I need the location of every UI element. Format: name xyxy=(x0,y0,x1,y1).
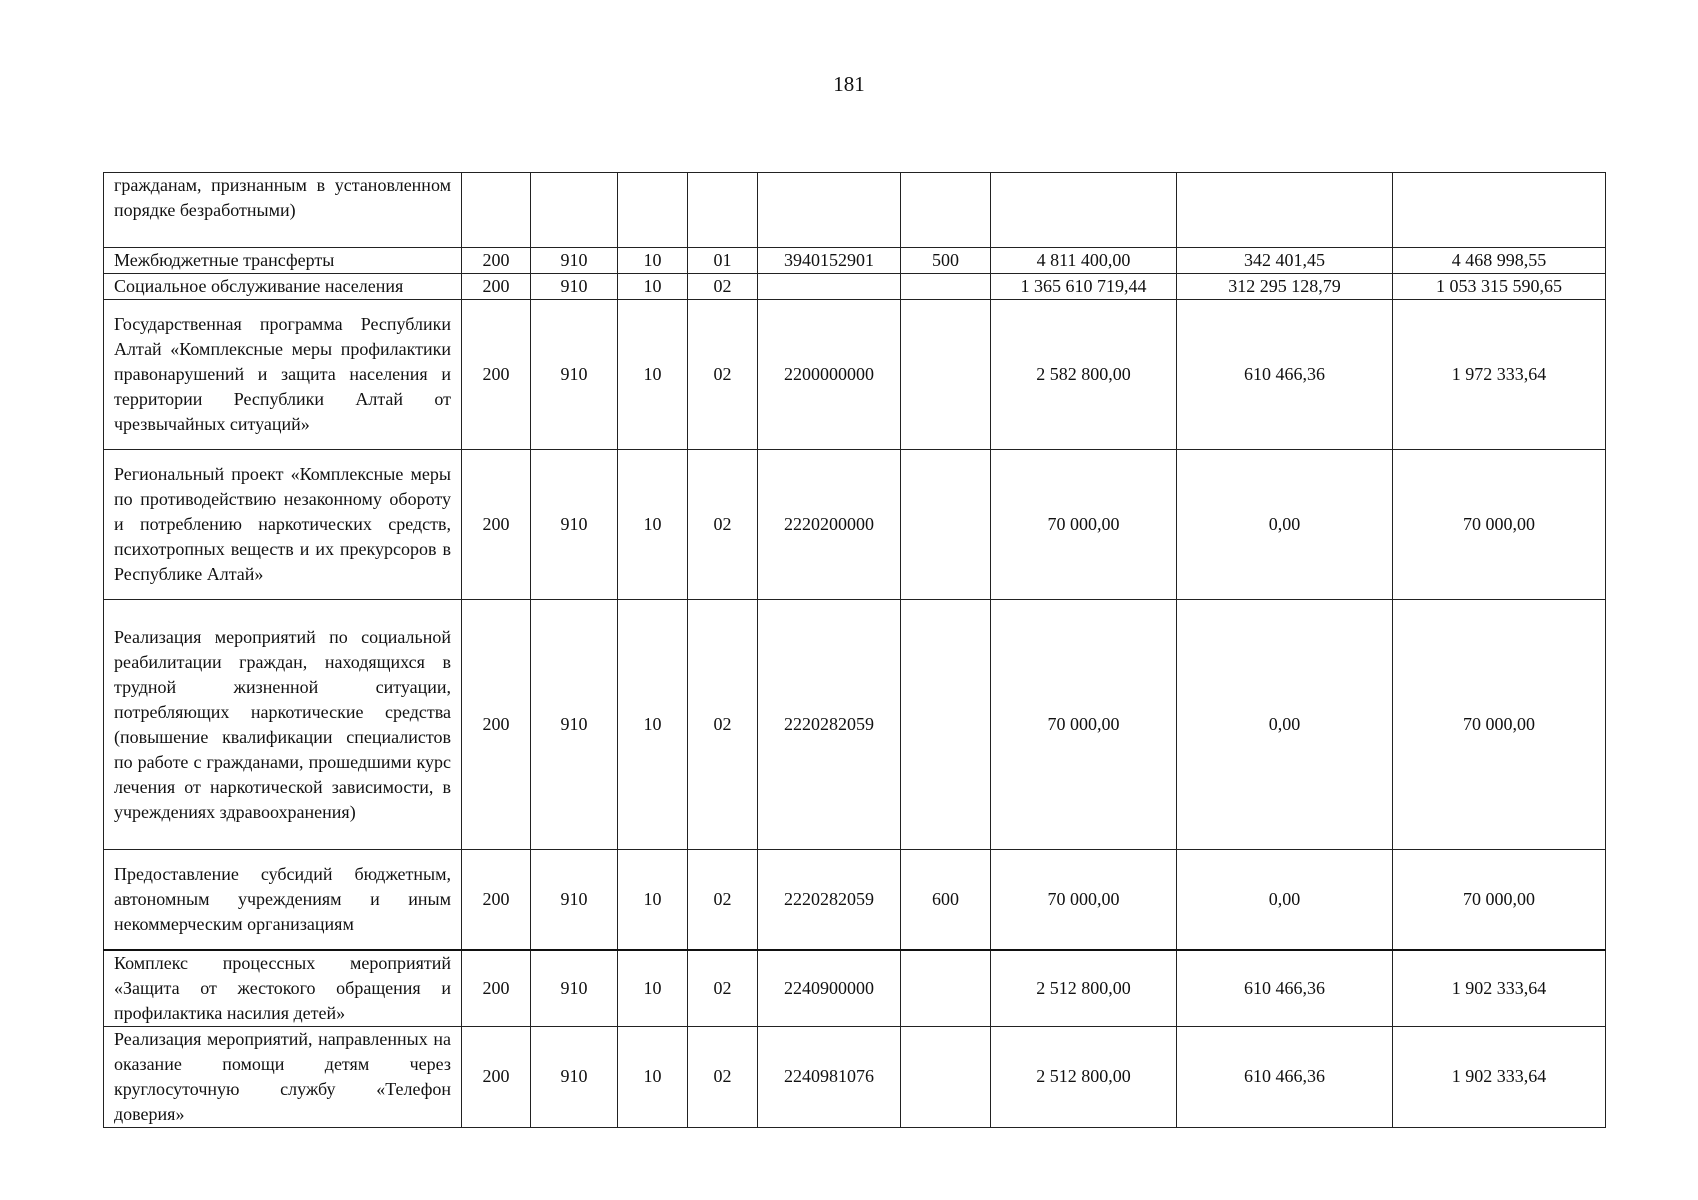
table-row xyxy=(104,248,1606,274)
cell-executed: 0,00 xyxy=(1177,850,1393,950)
cell-section: 10 xyxy=(618,950,688,1027)
cell-admin: 200 xyxy=(462,1026,531,1127)
cell-ministry: 910 xyxy=(531,950,618,1027)
row-description: гражданам, признанным в установленном порядке безработными) xyxy=(104,173,462,248)
cell-subsection: 01 xyxy=(688,248,758,274)
table-row xyxy=(104,450,1606,600)
cell-executed: 312 295 128,79 xyxy=(1177,274,1393,300)
cell-target: 2200000000 xyxy=(758,300,901,450)
row-description: Государственная программа Республики Алтай «Комплексные меры профилактики правонарушений и защита населения и территории Республики Алтай от чрезвычайных ситуаций» xyxy=(104,300,462,450)
cell-target: 2220282059 xyxy=(758,850,901,950)
cell-plan: 70 000,00 xyxy=(991,450,1177,600)
row-description: Межбюджетные трансферты xyxy=(104,248,462,274)
table-row xyxy=(104,600,1606,850)
cell-section: 10 xyxy=(618,450,688,600)
cell-expense-type xyxy=(901,450,991,600)
cell-ministry: 910 xyxy=(531,1026,618,1127)
cell-subsection: 02 xyxy=(688,300,758,450)
cell-plan: 2 512 800,00 xyxy=(991,950,1177,1027)
cell-executed: 610 466,36 xyxy=(1177,950,1393,1027)
row-description: Комплекс процессных мероприятий «Защита от жестокого обращения и профилактика насилия детей» xyxy=(104,950,462,1027)
row-description: Региональный проект «Комплексные меры по противодействию незаконному обороту и потреблению наркотических средств, психотропных веществ и их прекурсоров в Республике Алтай» xyxy=(104,450,462,600)
cell-subsection: 02 xyxy=(688,850,758,950)
cell-subsection: 02 xyxy=(688,950,758,1027)
cell-plan xyxy=(991,173,1177,248)
cell-executed: 610 466,36 xyxy=(1177,1026,1393,1127)
cell-admin: 200 xyxy=(462,274,531,300)
budget-table xyxy=(103,172,1606,1128)
table-row xyxy=(104,173,1606,248)
cell-plan: 2 512 800,00 xyxy=(991,1026,1177,1127)
cell-subsection xyxy=(688,173,758,248)
cell-expense-type xyxy=(901,274,991,300)
table-row xyxy=(104,1026,1606,1127)
cell-expense-type xyxy=(901,950,991,1027)
cell-plan: 2 582 800,00 xyxy=(991,300,1177,450)
cell-remaining: 1 902 333,64 xyxy=(1393,950,1606,1027)
cell-subsection: 02 xyxy=(688,450,758,600)
cell-expense-type: 600 xyxy=(901,850,991,950)
cell-section: 10 xyxy=(618,850,688,950)
cell-target: 2220282059 xyxy=(758,600,901,850)
cell-remaining: 1 902 333,64 xyxy=(1393,1026,1606,1127)
cell-ministry: 910 xyxy=(531,450,618,600)
cell-section: 10 xyxy=(618,274,688,300)
cell-remaining: 1 053 315 590,65 xyxy=(1393,274,1606,300)
cell-executed xyxy=(1177,173,1393,248)
cell-executed: 610 466,36 xyxy=(1177,300,1393,450)
cell-executed: 342 401,45 xyxy=(1177,248,1393,274)
table-row xyxy=(104,950,1606,1027)
cell-ministry: 910 xyxy=(531,600,618,850)
cell-subsection: 02 xyxy=(688,274,758,300)
cell-ministry: 910 xyxy=(531,248,618,274)
cell-target: 3940152901 xyxy=(758,248,901,274)
cell-admin: 200 xyxy=(462,248,531,274)
cell-admin: 200 xyxy=(462,450,531,600)
cell-ministry: 910 xyxy=(531,274,618,300)
cell-plan: 1 365 610 719,44 xyxy=(991,274,1177,300)
cell-subsection: 02 xyxy=(688,1026,758,1127)
cell-target: 2240900000 xyxy=(758,950,901,1027)
cell-admin: 200 xyxy=(462,300,531,450)
row-description: Реализация мероприятий, направленных на оказание помощи детям через круглосуточную службу «Телефон доверия» xyxy=(104,1026,462,1127)
cell-admin: 200 xyxy=(462,600,531,850)
cell-plan: 4 811 400,00 xyxy=(991,248,1177,274)
cell-plan: 70 000,00 xyxy=(991,600,1177,850)
cell-target xyxy=(758,274,901,300)
table-row xyxy=(104,300,1606,450)
row-description: Предоставление субсидий бюджетным, автономным учреждениям и иным некоммерческим организациям xyxy=(104,850,462,950)
cell-target xyxy=(758,173,901,248)
cell-admin: 200 xyxy=(462,850,531,950)
cell-remaining: 70 000,00 xyxy=(1393,450,1606,600)
cell-executed: 0,00 xyxy=(1177,450,1393,600)
cell-ministry: 910 xyxy=(531,300,618,450)
cell-subsection: 02 xyxy=(688,600,758,850)
cell-remaining xyxy=(1393,173,1606,248)
cell-section: 10 xyxy=(618,248,688,274)
cell-target: 2240981076 xyxy=(758,1026,901,1127)
table-row xyxy=(104,850,1606,950)
cell-expense-type xyxy=(901,1026,991,1127)
cell-section: 10 xyxy=(618,1026,688,1127)
row-description: Социальное обслуживание населения xyxy=(104,274,462,300)
cell-admin: 200 xyxy=(462,950,531,1027)
cell-ministry xyxy=(531,173,618,248)
cell-section xyxy=(618,173,688,248)
cell-expense-type: 500 xyxy=(901,248,991,274)
cell-expense-type xyxy=(901,300,991,450)
cell-target: 2220200000 xyxy=(758,450,901,600)
cell-executed: 0,00 xyxy=(1177,600,1393,850)
cell-plan: 70 000,00 xyxy=(991,850,1177,950)
cell-remaining: 70 000,00 xyxy=(1393,850,1606,950)
cell-remaining: 70 000,00 xyxy=(1393,600,1606,850)
cell-remaining: 4 468 998,55 xyxy=(1393,248,1606,274)
page-number: 181 xyxy=(833,72,865,96)
cell-expense-type xyxy=(901,173,991,248)
cell-section: 10 xyxy=(618,600,688,850)
cell-section: 10 xyxy=(618,300,688,450)
cell-ministry: 910 xyxy=(531,850,618,950)
cell-remaining: 1 972 333,64 xyxy=(1393,300,1606,450)
cell-expense-type xyxy=(901,600,991,850)
cell-admin xyxy=(462,173,531,248)
row-description: Реализация мероприятий по социальной реабилитации граждан, находящихся в трудной жизненной ситуации, потребляющих наркотические средства (повышение квалификации специалистов по работе с гражданами, прошедшими курс лечения от наркотической зависимости, в учреждениях здравоохранения) xyxy=(104,600,462,850)
table-row xyxy=(104,274,1606,300)
